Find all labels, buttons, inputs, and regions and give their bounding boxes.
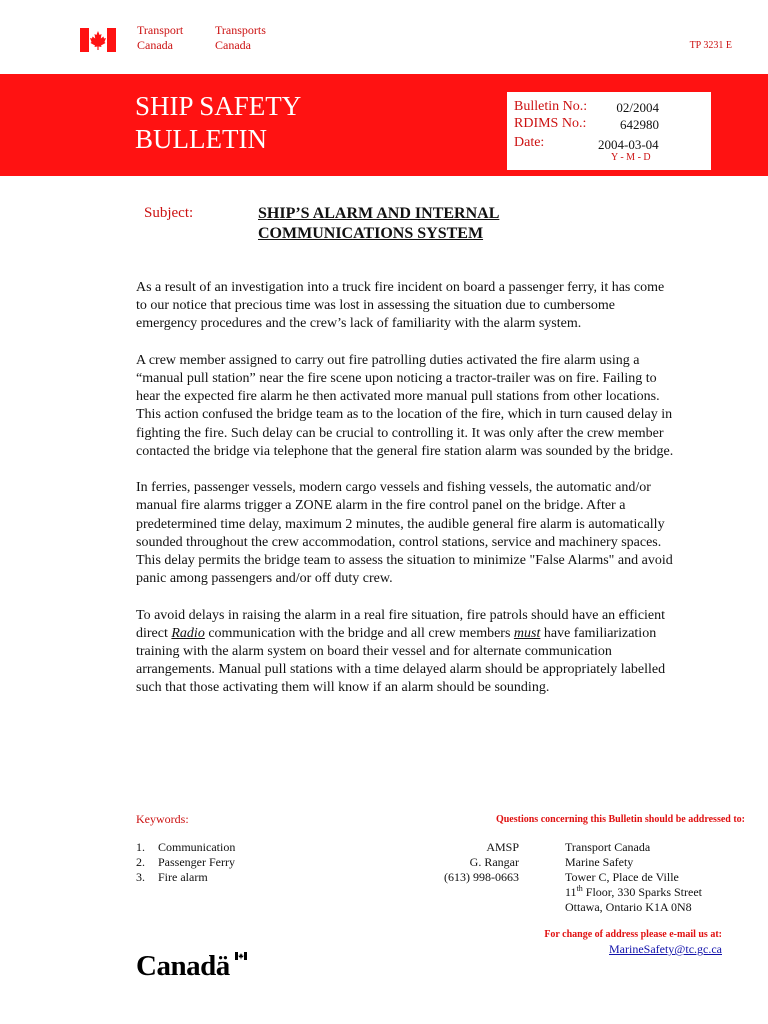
tp-number: TP 3231 E [689,40,732,51]
date-label: Date: [514,135,545,150]
keyword-item [136,855,235,870]
bulletin-number-label: Bulletin No.: [514,99,588,114]
body-paragraph-1: As a result of an investigation into a truck fire incident on board a passenger ferry, it has come to our notice that precious time was lost in assessing the situation due to cumbersome emergency procedures and the crew’s lack of familiarity with the alarm system. [136,280,665,332]
contact-phone: (613) 998-0663 [444,870,519,884]
floor-number: 11 [565,885,577,899]
keyword-item [136,870,235,885]
bulletin-number-value: 02/2004 [616,100,659,115]
keyword-text: Communication [158,840,236,854]
subject-label: Subject: [144,205,194,221]
address-division: Marine Safety [565,855,634,869]
keyword-text: Fire alarm [158,870,208,884]
keywords-list [136,840,235,885]
address-floor [565,885,702,900]
date-format-hint: Y - M - D [611,152,651,163]
keyword-number: 1. [136,840,145,854]
contact-office: AMSP [486,840,519,854]
body-paragraph-4 [136,607,676,698]
bulletin-body [136,279,676,716]
rdims-number-value: 642980 [620,117,659,132]
date-value: 2004-03-04 [598,137,659,152]
wordmark-flag-icon [235,952,247,960]
radio-emphasis: Radio [171,625,205,641]
floor-suffix: th [576,884,583,893]
keyword-text: Passenger Ferry [158,855,235,869]
wordmark-text: Canadä [136,950,230,982]
rdims-number-label: RDIMS No.: [514,116,587,131]
email-link[interactable]: MarineSafety@tc.gc.ca [609,942,722,956]
address-org: Transport Canada [565,840,651,854]
floor-street: Floor, 330 Sparks Street [582,885,702,899]
change-address-note: For change of address please e-mail us at: [544,929,722,940]
keyword-item [136,840,235,855]
body-paragraph-2: A crew member assigned to carry out fire patrolling duties activated the fire alarm using a “manual pull station” near the fire scene upon noticing a tractor-trailer was on fire. Failing to hear the expected fire alarm he then activated more manual pull stations from other locations. This action confused the bridge team as to the location of the fire, which in turn caused delay in fighting the fire. Such delay can be crucial to controlling it. It was only after the crew member contacted the bridge via telephone that the general fire station alarm was sounded by the bridge. [136,352,674,459]
keyword-number: 3. [136,870,145,884]
address-city: Ottawa, Ontario K1A 0N8 [565,900,692,914]
body-paragraph-4-part-b: communication with the bridge and all crew members [204,625,514,641]
body-paragraph-4-part-c: have familiarization training with the alarm system on board their vessel and for alternate communication arrangements. Manual pull stations with a time delayed alarm should be appropriately labelled such that those activating them will know if an alarm should be sounding. [136,625,666,696]
canada-wordmark [136,950,230,983]
title-banner [0,74,768,176]
contact-person [430,840,519,885]
must-emphasis: must [513,625,541,641]
contact-name: G. Rangar [469,855,519,869]
keyword-number: 2. [136,855,145,869]
contact-address [565,840,702,915]
canada-flag-icon [80,28,116,52]
body-paragraph-4-part-a: To avoid delays in raising the alarm in a real fire situation, fire patrols should have an efficient direct [136,607,666,641]
bulletin-title: SHIP SAFETY BULLETIN [135,91,302,154]
address-building: Tower C, Place de Ville [565,870,679,884]
questions-heading: Questions concerning this Bulletin should be addressed to: [495,814,745,825]
department-name-french: Transports Canada [215,23,266,52]
bulletin-info-box [507,92,711,170]
keywords-title: Keywords: [136,812,189,826]
body-paragraph-3: In ferries, passenger vessels, modern cargo vessels and fishing vessels, the automatic and/or manual fire alarms trigger a ZONE alarm in the fire control panel on the bridge. After a predetermined time delay, maximum 2 minutes, the audible general fire alarm is automatically sounded throughout the crew accommodation, control stations, service and machinery spaces. This delay permits the bridge team to assess the situation to minimize "False Alarms" and avoid panic among passengers and/or off duty crew. [136,480,673,587]
department-name-english: Transport Canada [137,23,184,52]
subject-text: SHIP’S ALARM AND INTERNAL COMMUNICATIONS SYSTEM [258,205,500,242]
